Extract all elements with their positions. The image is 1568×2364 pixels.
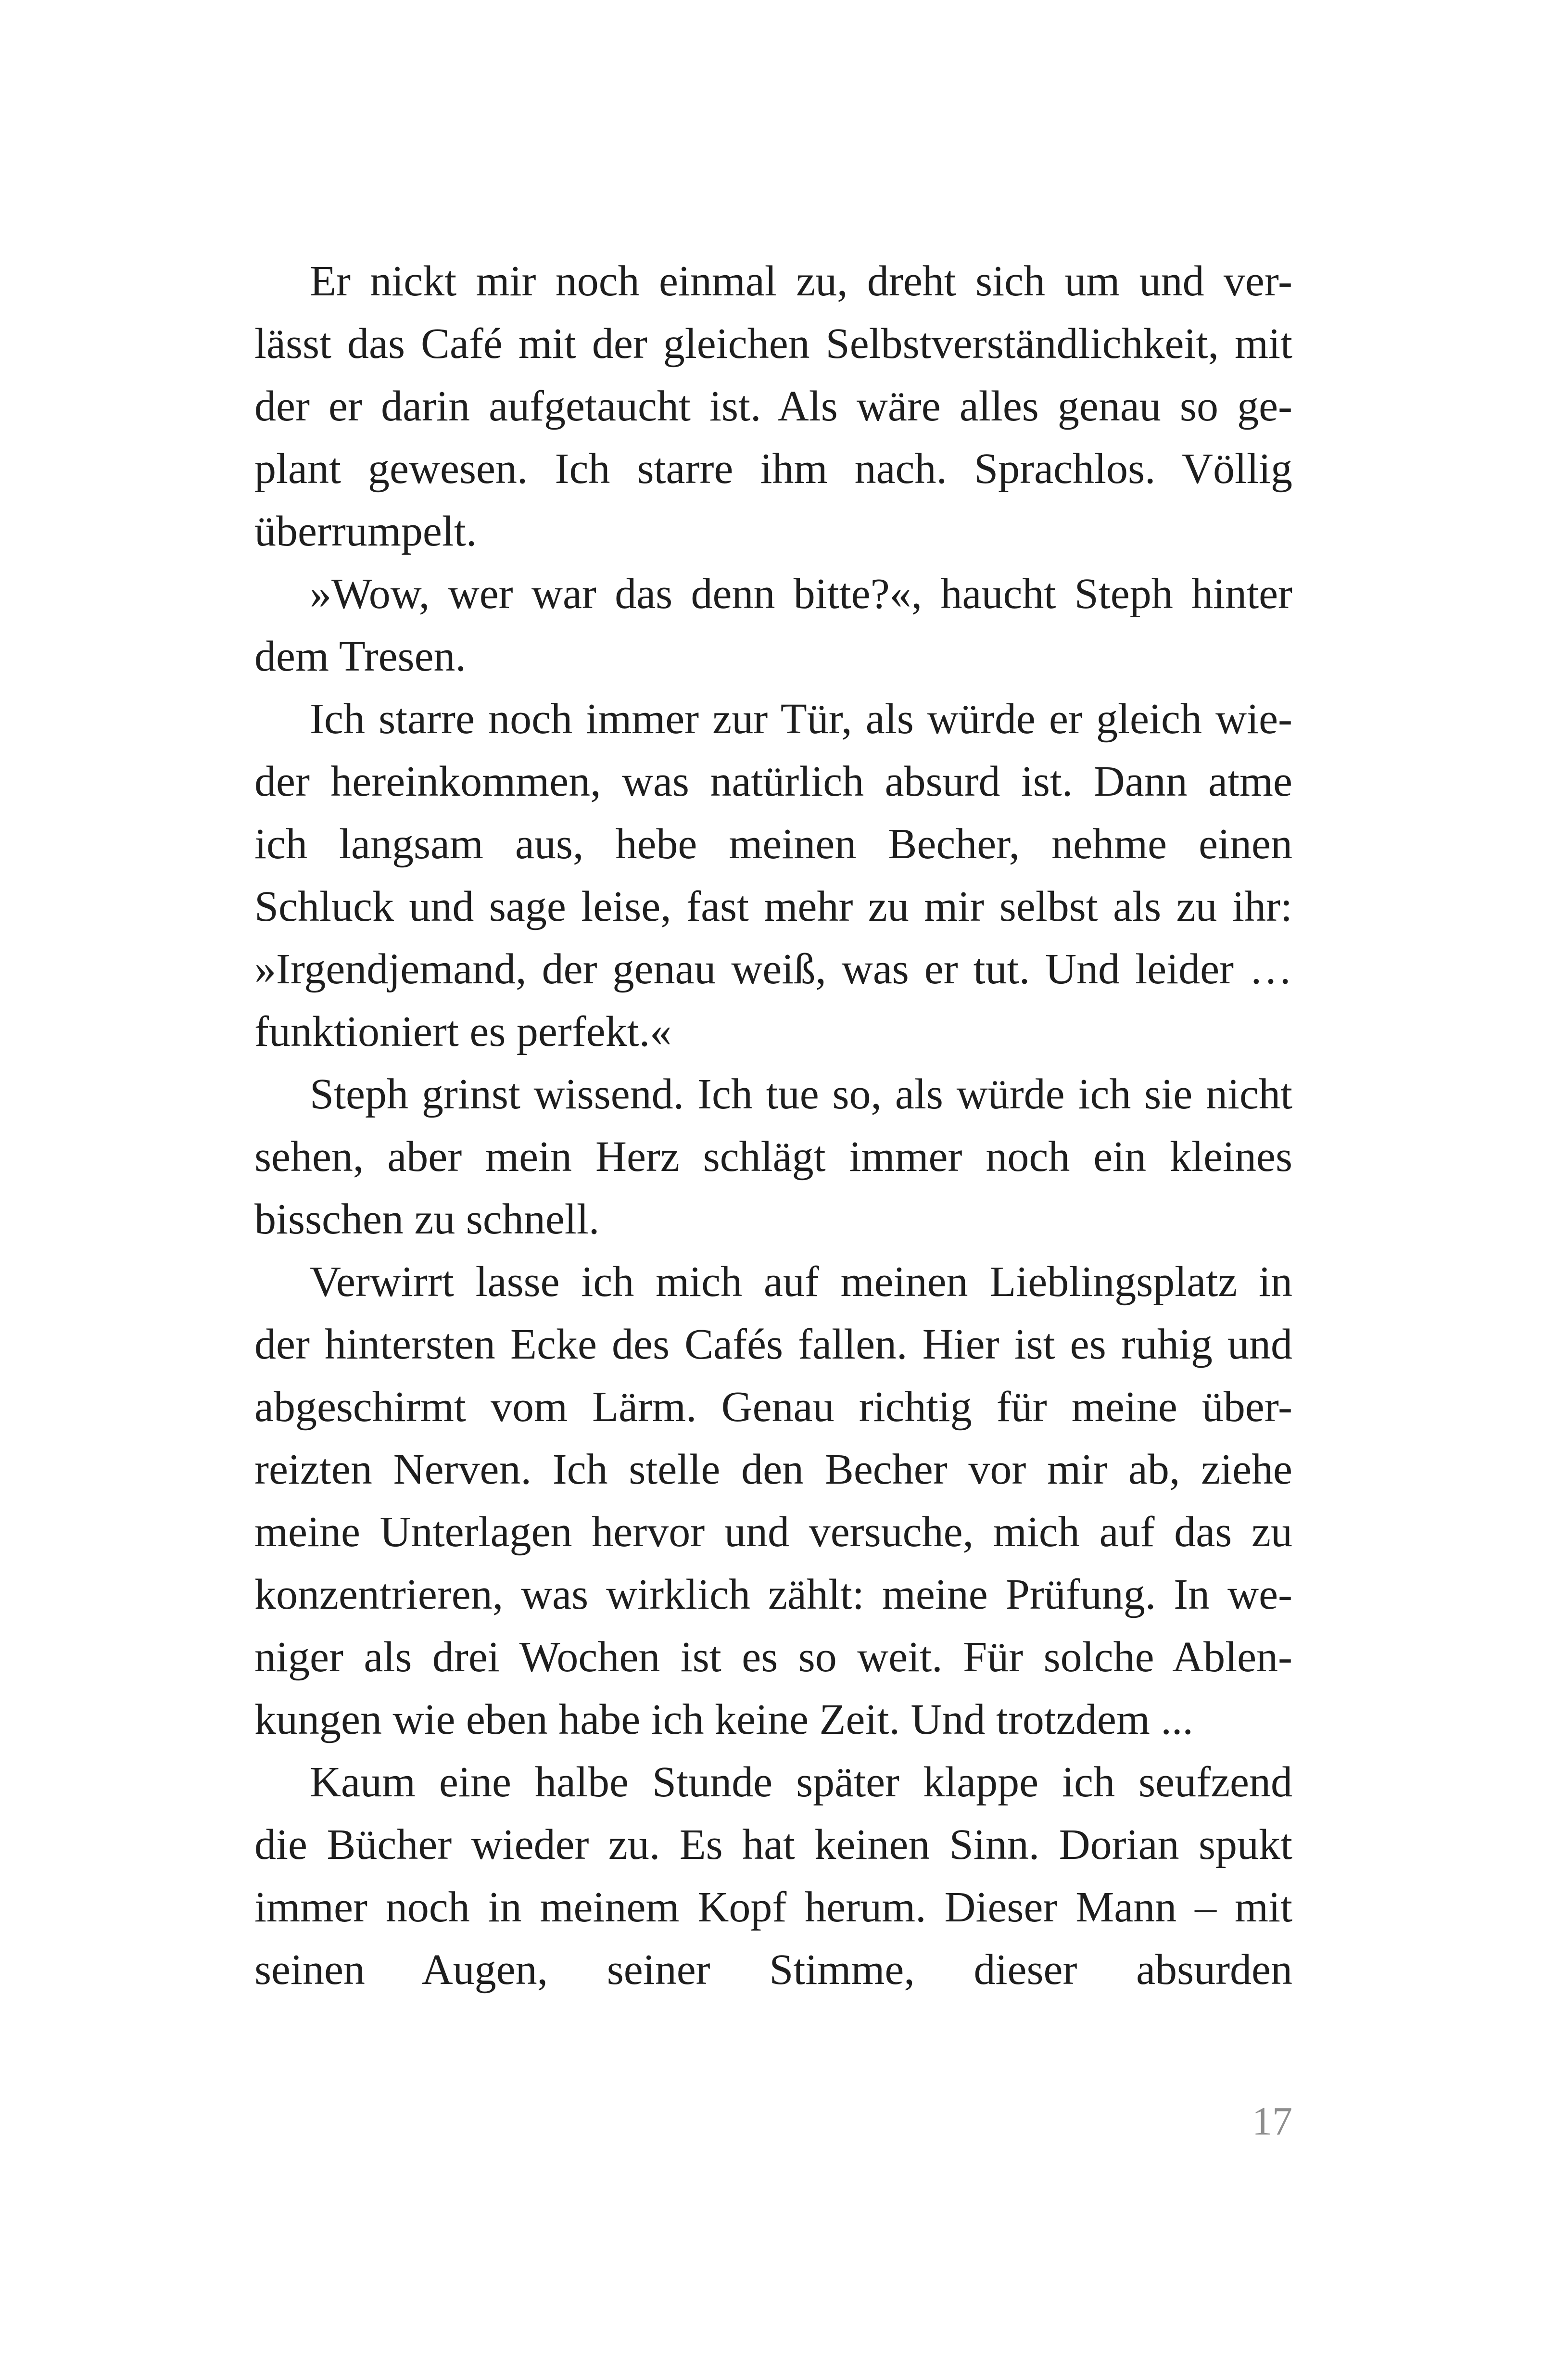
body-text: [254, 250, 1292, 2001]
text-line: seinen Augen, seiner Stimme, dieser absurden: [254, 1946, 1292, 1994]
text-line: der er darin aufgetaucht ist. Als wäre alles genau so ge-: [254, 382, 1292, 430]
paragraph-5: [254, 1251, 1292, 1751]
text-line: Er nickt mir noch einmal zu, dreht sich um und ver-: [310, 257, 1292, 305]
paragraph-4: [254, 1063, 1292, 1251]
text-line: kungen wie eben habe ich keine Zeit. Und trotzdem ...: [254, 1696, 1193, 1743]
text-line: Schluck und sage leise, fast mehr zu mir selbst als zu ihr:: [254, 883, 1292, 930]
text-line: sehen, aber mein Herz schlägt immer noch ein kleines: [254, 1133, 1292, 1181]
text-line: reizten Nerven. Ich stelle den Becher vor mir ab, ziehe: [254, 1446, 1292, 1493]
text-line: lässt das Café mit der gleichen Selbstverständlichkeit, mit: [254, 320, 1292, 368]
text-line: abgeschirmt vom Lärm. Genau richtig für meine über-: [254, 1383, 1292, 1431]
text-line: »Irgendjemand, der genau weiß, was er tut. Und leider …: [254, 945, 1292, 993]
page-number: 17: [1252, 2099, 1292, 2144]
text-line: Verwirrt lasse ich mich auf meinen Lieblingsplatz in: [310, 1258, 1292, 1306]
text-line: Ich starre noch immer zur Tür, als würde er gleich wie-: [310, 695, 1292, 743]
text-line: immer noch in meinem Kopf herum. Dieser Mann – mit: [254, 1883, 1292, 1931]
paragraph-1: [254, 250, 1292, 563]
text-line: die Bücher wieder zu. Es hat keinen Sinn. Dorian spukt: [254, 1821, 1292, 1868]
text-line: dem Tresen.: [254, 633, 467, 680]
text-line: bisschen zu schnell.: [254, 1195, 600, 1243]
text-line: »Wow, wer war das denn bitte?«, haucht Steph hinter: [310, 570, 1292, 618]
text-line: niger als drei Wochen ist es so weit. Für solche Ablen-: [254, 1633, 1292, 1681]
text-line: der hereinkommen, was natürlich absurd ist. Dann atme: [254, 758, 1292, 805]
paragraph-3: [254, 688, 1292, 1063]
text-line: funktioniert es perfekt.«: [254, 1008, 672, 1055]
text-line: Kaum eine halbe Stunde später klappe ich seufzend: [310, 1758, 1292, 1806]
text-line: Steph grinst wissend. Ich tue so, als würde ich sie nicht: [310, 1070, 1292, 1118]
text-line: meine Unterlagen hervor und versuche, mich auf das zu: [254, 1508, 1292, 1556]
text-line: überrumpelt.: [254, 508, 477, 555]
text-line: konzentrieren, was wirklich zählt: meine Prüfung. In we-: [254, 1571, 1292, 1618]
paragraph-2: [254, 563, 1292, 688]
paragraph-6: [254, 1751, 1292, 2001]
text-line: ich langsam aus, hebe meinen Becher, nehme einen: [254, 820, 1292, 868]
text-line: der hintersten Ecke des Cafés fallen. Hier ist es ruhig und: [254, 1321, 1292, 1368]
text-line: plant gewesen. Ich starre ihm nach. Sprachlos. Völlig: [254, 445, 1292, 493]
